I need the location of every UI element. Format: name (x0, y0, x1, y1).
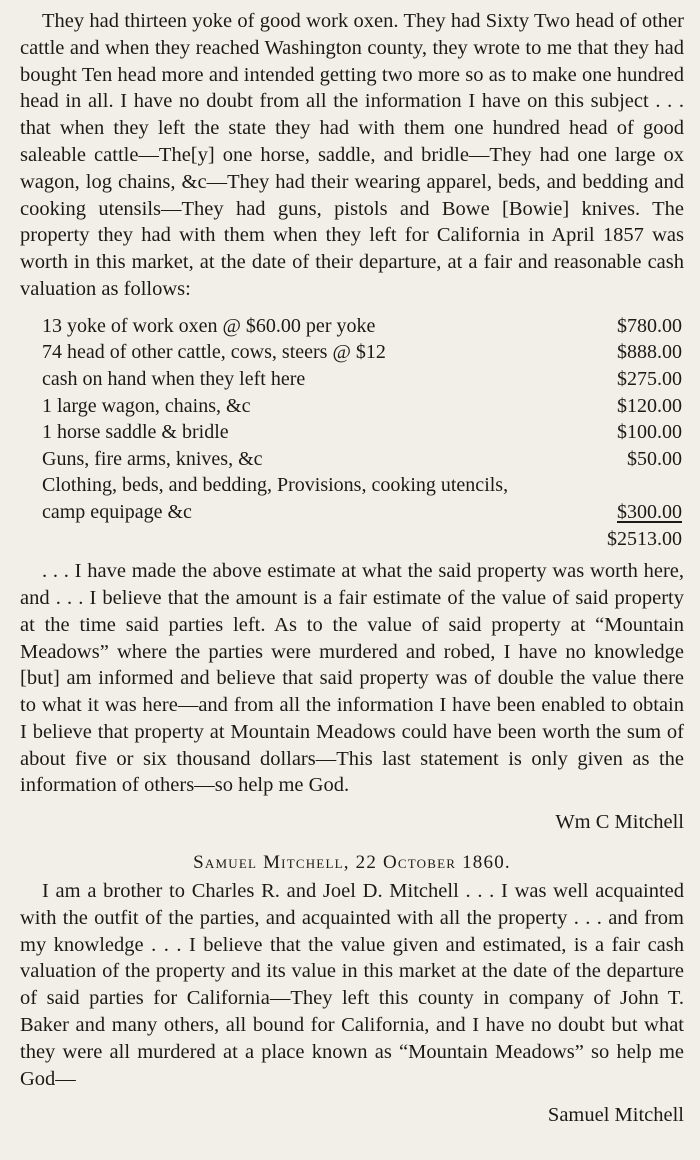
ledger-row (42, 419, 682, 446)
ledger-row (42, 366, 682, 393)
ledger-item: 1 horse saddle & bridle (42, 421, 229, 444)
ledger-row (42, 313, 682, 340)
section-heading: Samuel Mitchell, 22 October 1860. (193, 852, 511, 874)
paragraph-oxen-cattle: They had thirteen yoke of good work oxen. They had Sixty Two head of other cattle and when they reached Washington county, they wrote to me that they had bought Ten head more and intended getting two more so as to make one hundred head in all. I have no doubt from all the information I have on this subject . . . that when they left the state they had with them one hundred head of good saleable cattle—The[y] one horse, saddle, and bridle—They had one large ox wagon, log chains, &c—They had their wearing apparel, beds, and bedding and cooking utensils—They had guns, pistols and Bowe [Bowie] knives. The property they had with them when they left for California in April 1857 was worth in this market, at the date of their departure, at a fair and reasonable cash valuation as follows: (20, 10, 684, 300)
ledger-row (42, 339, 682, 366)
ledger-item: cash on hand when they left here (42, 367, 306, 390)
ledger-amount: $888.00 (617, 341, 682, 364)
signature-wm-c-mitchell: Wm C Mitchell (555, 811, 684, 834)
ledger-row (42, 472, 682, 499)
ledger-item: 13 yoke of work oxen @ $60.00 per yoke (42, 314, 376, 337)
ledger-item: Guns, fire arms, knives, &c (42, 447, 263, 470)
ledger-amount: $275.00 (617, 367, 682, 390)
property-valuation-ledger (42, 313, 682, 552)
ledger-total: $2513.00 (607, 527, 682, 550)
ledger-row (42, 499, 682, 526)
paragraph-samuel-statement: I am a brother to Charles R. and Joel D. Mitchell . . . I was well acquainted with the outfit of the parties, and acquainted with all the property . . . and from my knowledge . . . I believe that the value given and estimated, is a fair cash valuation of the property and its value in this market at the date of the departure of said parties for California—They left this county in company of John T. Baker and many others, all bound for California, and I have no doubt but what they were all murdered at a place known as “Mountain Meadows” so help me God— (20, 880, 684, 1090)
ledger-row (42, 446, 682, 473)
ledger-amount: $300.00 (617, 500, 682, 523)
signature-samuel-mitchell: Samuel Mitchell (547, 1104, 684, 1127)
ledger-item: 1 large wagon, chains, &c (42, 394, 251, 417)
ledger-amount: $100.00 (617, 421, 682, 444)
ledger-amount: $50.00 (627, 447, 682, 470)
ledger-amount: $120.00 (617, 394, 682, 417)
paragraph-estimate: . . . I have made the above estimate at what the said property was worth here, and . . . I believe that the amount is a fair estimate of the value of said property at the time said parties left. As to the value of said property at “Mountain Meadows” where the parties were murdered and robed, I have no knowledge [but] am informed and believe that said property was of double the value there to what it was here—and from all the information I have been enabled to obtain I believe that property at Mountain Meadows could have been worth the sum of about five or six thousand dollars—This last statement is only given as the information of others—so help me God. (20, 560, 684, 797)
ledger-row (42, 393, 682, 420)
ledger-amount: $780.00 (617, 314, 682, 337)
ledger-item: camp equipage &c (42, 500, 192, 523)
ledger-total-row (42, 526, 682, 553)
ledger-item: 74 head of other cattle, cows, steers @ $12 (42, 341, 386, 364)
ledger-item: Clothing, beds, and bedding, Provisions, cooking utencils, (42, 474, 509, 497)
